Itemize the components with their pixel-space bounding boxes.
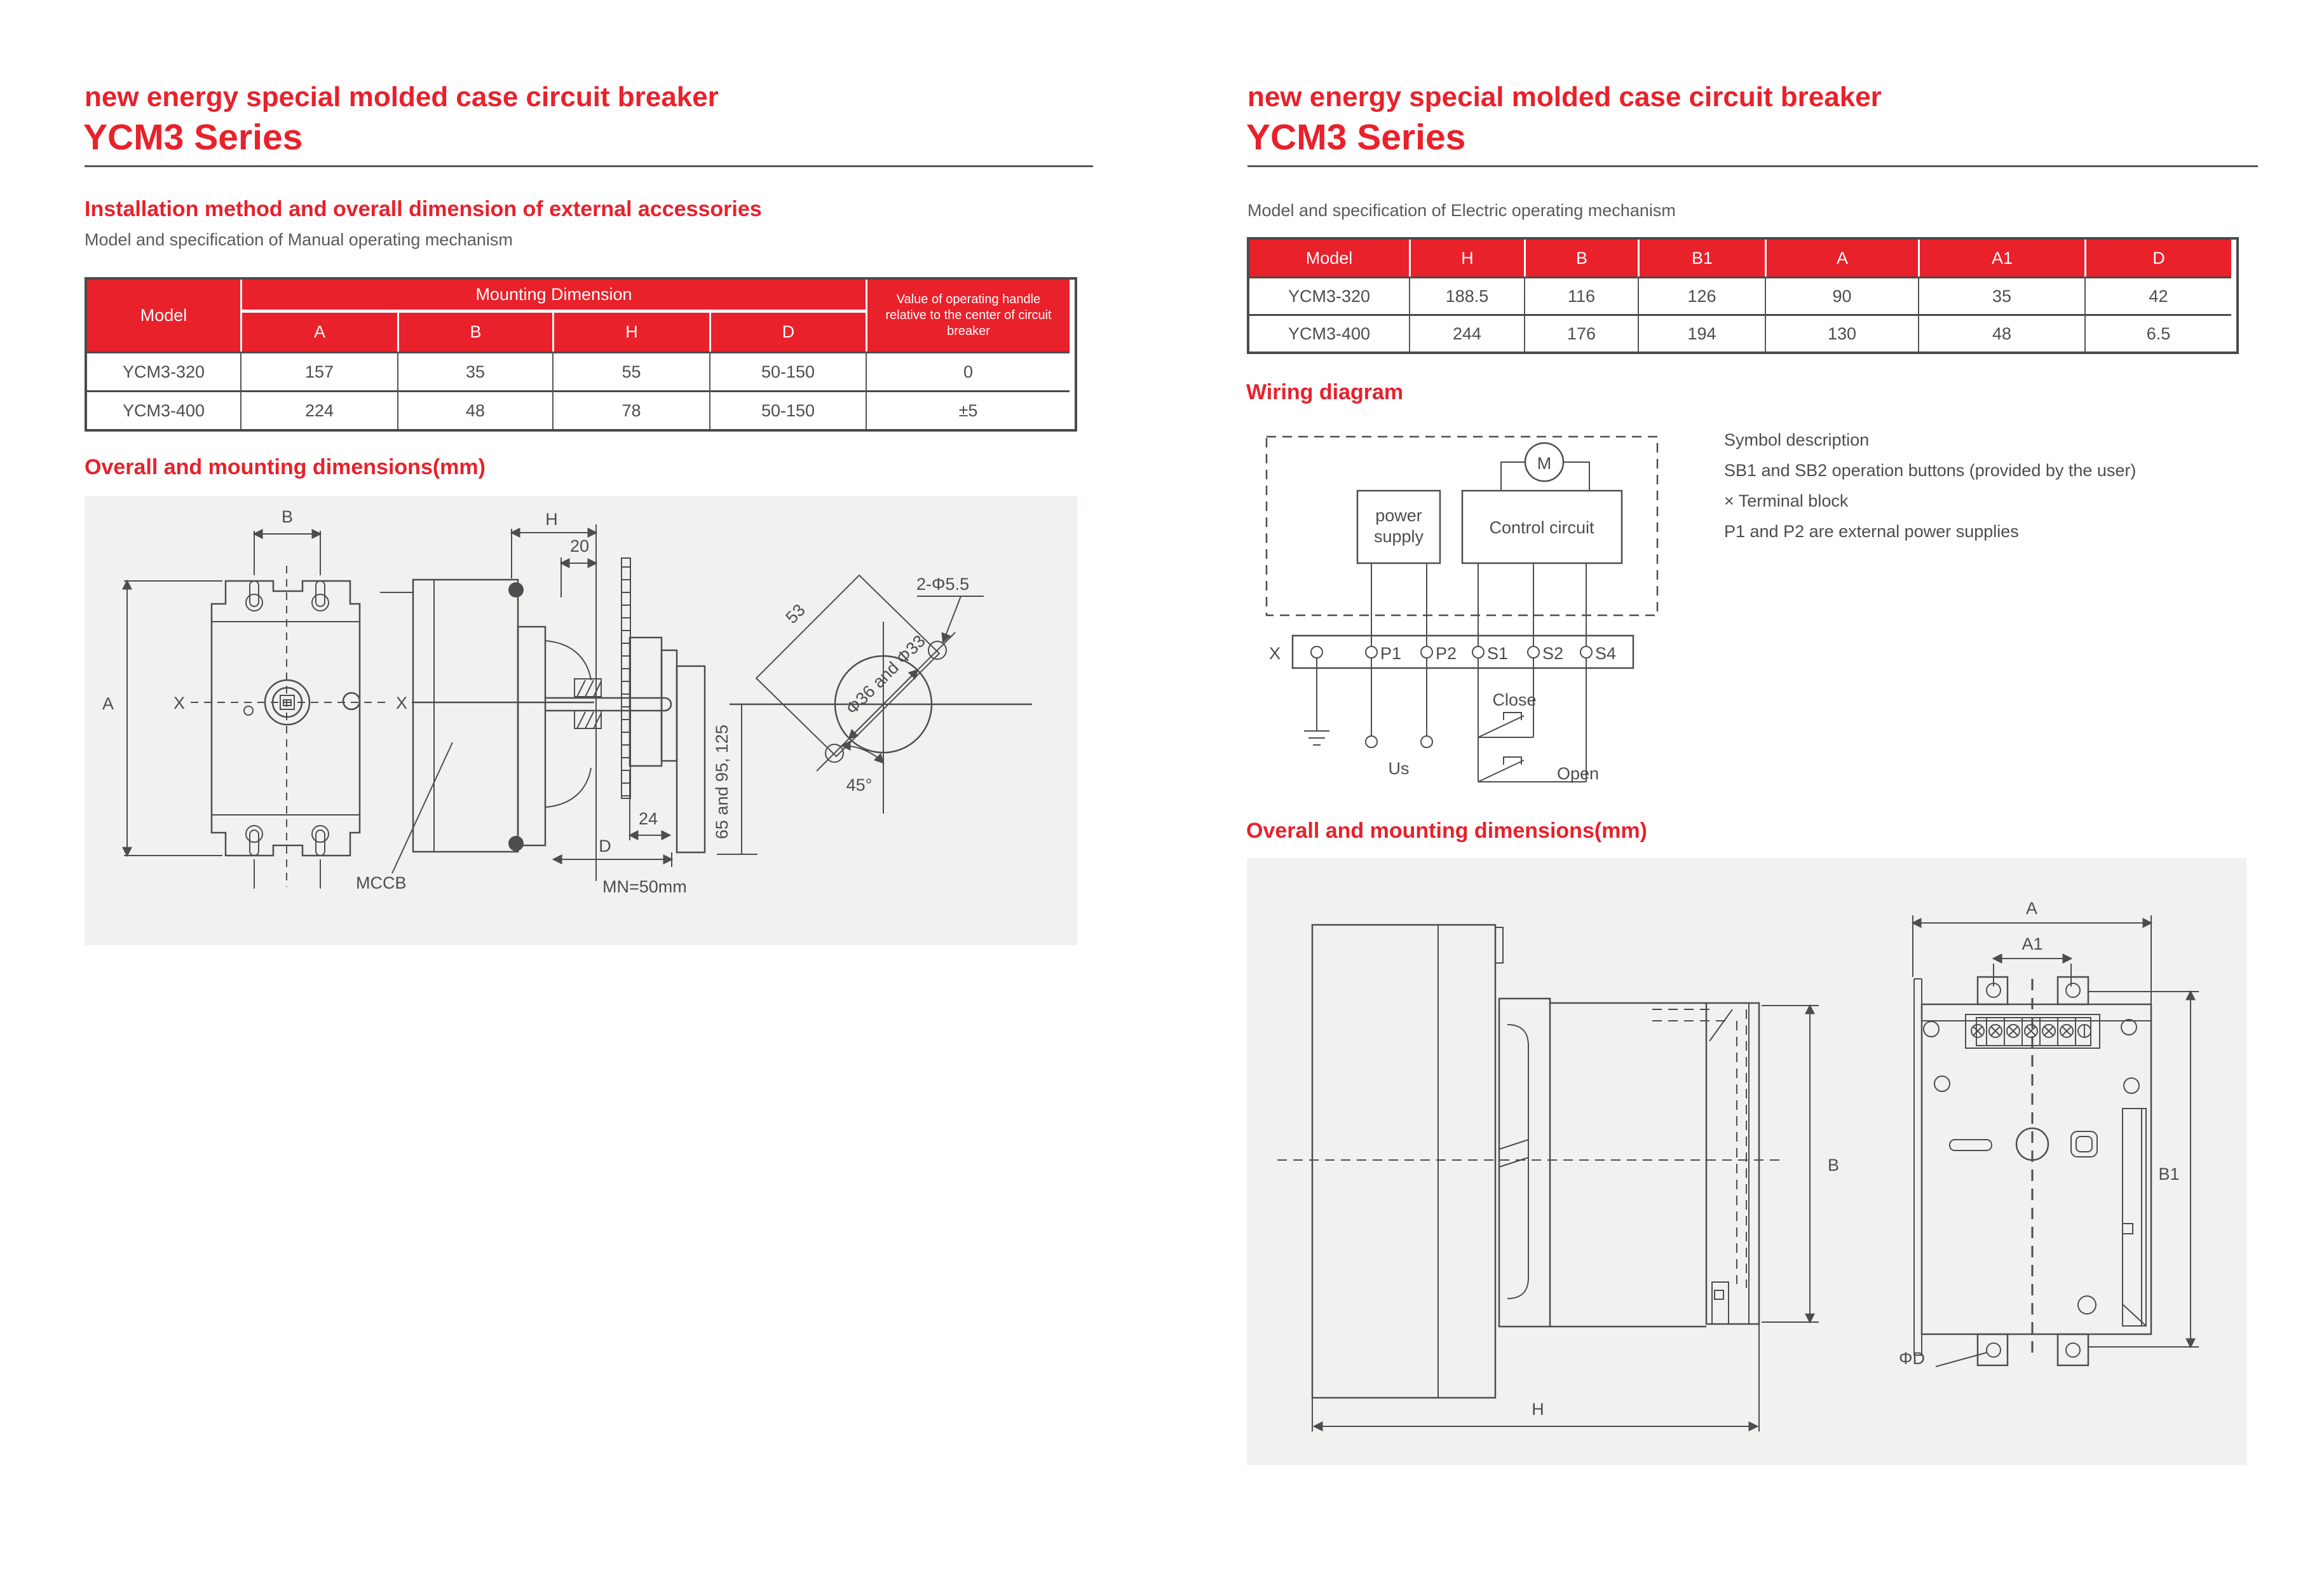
cell2-400-a1: 48	[1918, 314, 2084, 352]
right-title-rule	[1247, 165, 2258, 167]
control-circuit-label: Control circuit	[1489, 518, 1594, 537]
dim-b-label: B	[281, 507, 294, 526]
left-series-title: YCM3 Series	[83, 117, 303, 158]
us-terminal-2	[1421, 736, 1432, 748]
us-terminal-1	[1366, 736, 1377, 748]
wiring-diagram	[1247, 413, 1718, 833]
right-series-title: YCM3 Series	[1246, 117, 1466, 158]
terminal-p2-label: P2	[1436, 644, 1457, 663]
dim-d-label: D	[599, 836, 611, 856]
breaker-side-view	[356, 510, 758, 896]
dim-a-label: A	[102, 694, 114, 713]
terminal-p1-label: P1	[1380, 644, 1402, 663]
left-dims-heading: Overall and mounting dimensions(mm)	[85, 455, 486, 479]
th2-d: D	[2084, 240, 2231, 276]
open-button-symbol	[1478, 658, 1599, 783]
terminal-s2-label: S2	[1542, 644, 1564, 663]
motor-label: M	[1537, 454, 1552, 473]
cell2-400-b1: 194	[1638, 314, 1765, 352]
th-model: Model	[87, 280, 240, 352]
us-label: Us	[1388, 759, 1410, 778]
right-sub-heading: Model and specification of Electric operating mechanism	[1247, 201, 1676, 220]
symbol-description-notes	[1724, 425, 2136, 547]
right-dims-heading: Overall and mounting dimensions(mm)	[1246, 819, 1647, 843]
cell-400-a: 224	[240, 390, 397, 429]
manual-mechanism-drawing	[85, 496, 1077, 945]
cell2-320-a1: 35	[1918, 276, 2084, 314]
th-handle-value: Value of operating handle relative to the center of circuit breaker	[866, 280, 1070, 352]
close-label: Close	[1492, 690, 1537, 709]
mechanism-front-view	[1899, 899, 2199, 1368]
dim2-a1-label: A1	[2022, 934, 2043, 953]
mechanism-side-view	[1277, 925, 1839, 1431]
cell2-400-d: 6.5	[2084, 314, 2231, 352]
holes-2-phi55-label: 2-Φ5.5	[916, 575, 970, 594]
dim2-h-label: H	[1532, 1400, 1544, 1419]
dim-24-label: 24	[638, 809, 658, 828]
left-title-rule	[85, 165, 1093, 167]
ground-symbol	[1304, 658, 1329, 745]
breaker-front-view	[102, 507, 407, 889]
th2-a1: A1	[1918, 240, 2084, 276]
cell-320-h: 55	[552, 352, 709, 390]
cell2-400-b: 176	[1524, 314, 1638, 352]
th-mounting-dimension: Mounting Dimension	[240, 280, 866, 313]
power-supply-label-2: supply	[1373, 527, 1424, 546]
x-axis-label-right: X	[395, 693, 408, 713]
th2-h: H	[1409, 240, 1524, 276]
x-axis-label-left: X	[173, 693, 186, 713]
terminal-s4-label: S4	[1595, 644, 1617, 663]
cell-320-v: 0	[866, 352, 1070, 390]
electric-mechanism-drawing	[1247, 858, 2246, 1465]
mn-label: MN=50mm	[602, 877, 687, 896]
cell-400-b: 48	[397, 390, 552, 429]
cell2-320-b: 116	[1524, 276, 1638, 314]
note-line: SB1 and SB2 operation buttons (provided by the user)	[1724, 461, 2137, 480]
dim2-a-label: A	[2025, 899, 2038, 918]
dim-h-label: H	[545, 510, 558, 529]
cell2-400-model: YCM3-400	[1249, 314, 1409, 352]
th2-b1: B1	[1638, 240, 1765, 276]
cell-320-b: 35	[397, 352, 552, 390]
dim-65-95-125-label: 65 and 95, 125	[712, 724, 731, 840]
terminal-s1-label: S1	[1487, 644, 1509, 663]
th2-model: Model	[1249, 240, 1409, 276]
th2-a: A	[1765, 240, 1918, 276]
th-d: D	[709, 313, 866, 352]
terminal-block	[1293, 636, 1633, 668]
open-label: Open	[1557, 764, 1600, 783]
note-line: Symbol description	[1724, 430, 1870, 449]
manual-mechanism-table	[85, 277, 1077, 432]
close-button-symbol	[1478, 658, 1537, 782]
cell-model-400: YCM3-400	[87, 390, 240, 429]
th-b: B	[397, 313, 552, 352]
th-h: H	[552, 313, 709, 352]
cell2-400-h: 244	[1409, 314, 1524, 352]
note-line: P1 and P2 are external power supplies	[1724, 522, 2019, 541]
cell-400-v: ±5	[866, 390, 1070, 429]
wiring-heading: Wiring diagram	[1246, 380, 1404, 404]
cell2-320-h: 188.5	[1409, 276, 1524, 314]
cell-400-d: 50-150	[709, 390, 866, 429]
mccb-label: MCCB	[356, 873, 407, 892]
th-a: A	[240, 313, 397, 352]
angle-45-label: 45°	[846, 775, 873, 795]
terminal-screws	[1971, 1025, 2091, 1037]
dim2-b-label: B	[1828, 1156, 1840, 1175]
cell2-320-d: 42	[2084, 276, 2231, 314]
terminal-block-x-label: X	[1268, 644, 1281, 663]
left-section-heading: Installation method and overall dimension of external accessories	[85, 197, 762, 221]
dim-53-label: 53	[782, 600, 809, 627]
cell2-320-model: YCM3-320	[1249, 276, 1409, 314]
cell-400-h: 78	[552, 390, 709, 429]
handle-drilling-detail	[730, 575, 1032, 814]
right-supertitle: new energy special molded case circuit breaker	[1247, 81, 1882, 113]
power-supply-label-1: power	[1375, 506, 1422, 525]
th2-b: B	[1524, 240, 1638, 276]
cell2-320-b1: 126	[1638, 276, 1765, 314]
dim2-b1-label: B1	[2158, 1164, 2180, 1184]
cell-320-d: 50-150	[709, 352, 866, 390]
dim2-phid-label: ΦD	[1899, 1349, 1926, 1368]
note-line: × Terminal block	[1724, 491, 1849, 510]
cell2-400-a: 130	[1765, 314, 1918, 352]
electric-mechanism-table	[1247, 237, 2239, 354]
left-sub-heading: Model and specification of Manual operating mechanism	[85, 230, 513, 249]
cell-320-a: 157	[240, 352, 397, 390]
cell-model-320: YCM3-320	[87, 352, 240, 390]
phi36-phi33-label: Φ36 and Φ33	[842, 631, 929, 718]
dim-20-label: 20	[569, 536, 590, 556]
cell2-320-a: 90	[1765, 276, 1918, 314]
left-supertitle: new energy special molded case circuit breaker	[85, 81, 719, 113]
